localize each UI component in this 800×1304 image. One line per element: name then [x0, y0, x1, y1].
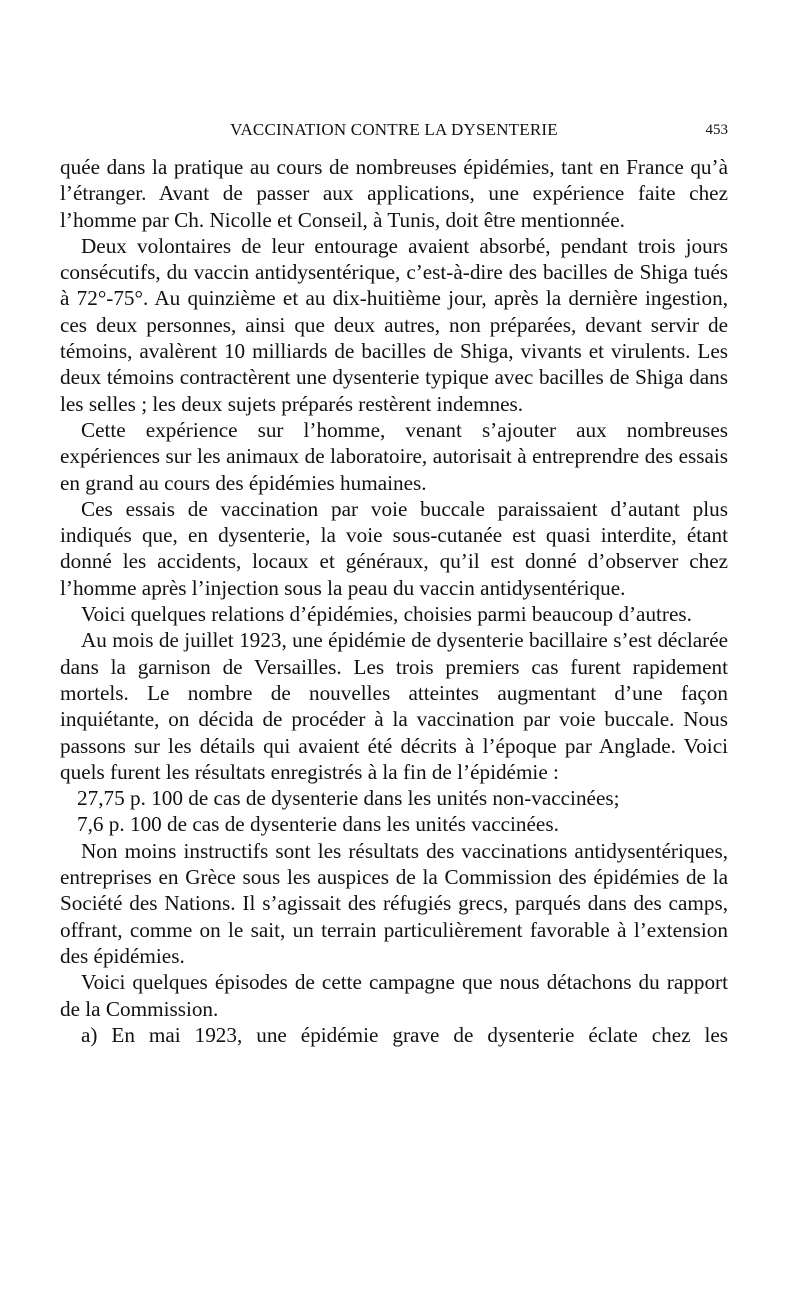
paragraph-commission-report: Voici quelques épisodes de cette campagne que nous détachons du rapport de la Commission. — [60, 970, 728, 1021]
paragraph-may-1923: a) En mai 1923, une épidémie grave de dysenterie éclate chez les — [81, 1022, 728, 1047]
body-text — [60, 154, 728, 1048]
document-page — [60, 118, 728, 1048]
stat-unvaccinated: 27,75 p. 100 de cas de dysenterie dans les unités non-vaccinées; — [77, 786, 620, 811]
stat-vaccinated: 7,6 p. 100 de cas de dysenterie dans les unités vaccinées. — [77, 812, 559, 837]
paragraph-oral-route: Ces essais de vaccination par voie buccale paraissaient d’autant plus indiqués que, en dysenterie, la voie sous-cutanée est quasi interdite, étant donné les accidents, locaux et généraux, qu’il est donné d’observer chez l’homme après l’injection sous la peau du vaccin antidysentérique. — [60, 496, 728, 600]
running-header — [60, 118, 728, 148]
paragraph-epidemic-intro: Voici quelques relations d’épidémies, choisies parmi beaucoup d’autres. — [81, 602, 692, 627]
paragraph-human-experience: Cette expérience sur l’homme, venant s’ajouter aux nombreuses expériences sur les animaux de laboratoire, autorisait à entreprendre des essais en grand au cours des épidémies humaines. — [60, 417, 728, 495]
paragraph-continuation: quée dans la pratique au cours de nombreuses épidémies, tant en France qu’à l’étranger. Avant de passer aux applications, une expérience faite chez l’homme par Ch. Nicolle et Conseil, à Tunis, doit être mentionnée. — [60, 155, 728, 232]
paragraph-greece: Non moins instructifs sont les résultats des vaccinations antidysentériques, entreprises en Grèce sous les auspices de la Commission des épidémies de la Société des Nations. Il s’agissait des réfugiés grecs, parqués dans des camps, offrant, comme on le sait, un terrain particulièrement favorable à l’extension des épidémies. — [60, 838, 728, 968]
paragraph-versailles: Au mois de juillet 1923, une épidémie de dysenterie bacillaire s’est déclarée dans la garnison de Versailles. Les trois premiers cas furent rapidement mortels. Le nombre de nouvelles atteintes augmentant d’une façon inquiétante, on décida de procéder à la vaccination par voie buccale. Nous passons sur les détails qui avaient été décrits à l’époque par Anglade. Voici quels furent les résultats enregistrés à la fin de l’épidémie : — [60, 628, 728, 784]
page-number: 453 — [705, 122, 728, 138]
running-title: VACCINATION CONTRE LA DYSENTERIE — [230, 120, 558, 139]
paragraph-experiment: Deux volontaires de leur entourage avaient absorbé, pendant trois jours consécutifs, du vaccin antidysentérique, c’est-à-dire des bacilles de Shiga tués à 72°-75°. Au quinzième et au dix-huitième jour, après la dernière ingestion, ces deux personnes, ainsi que deux autres, non préparées, devant servir de témoins, avalèrent 10 milliards de bacilles de Shiga, vivants et virulents. Les deux témoins contractèrent une dysenterie typique avec bacilles de Shiga dans les selles ; les deux sujets préparés restèrent indemnes. — [60, 233, 728, 416]
